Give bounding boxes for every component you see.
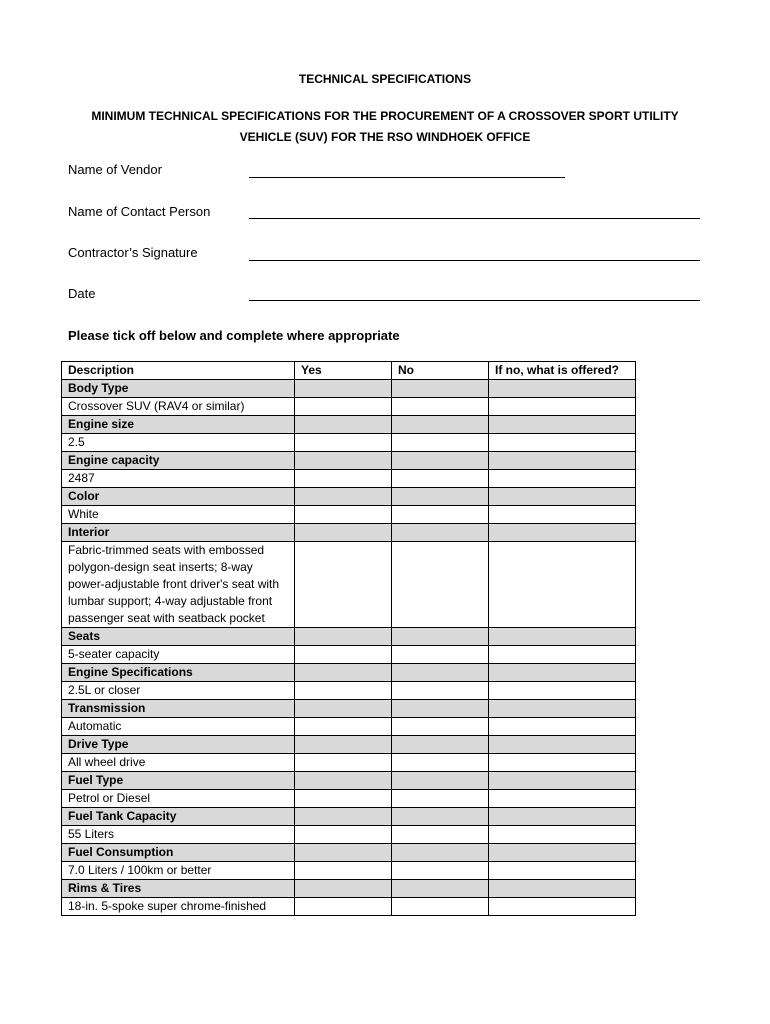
table-row	[62, 506, 636, 524]
table-section-row	[62, 700, 636, 718]
offered-cell	[489, 880, 636, 898]
yes-cell[interactable]	[295, 398, 392, 416]
yes-cell[interactable]	[295, 862, 392, 880]
offered-cell	[489, 700, 636, 718]
section-heading-cell: Interior	[62, 524, 295, 542]
table-section-row	[62, 380, 636, 398]
table-section-row	[62, 808, 636, 826]
table-row	[62, 682, 636, 700]
section-heading-cell: Transmission	[62, 700, 295, 718]
offered-cell[interactable]	[489, 434, 636, 452]
no-cell[interactable]	[392, 898, 489, 916]
no-cell	[392, 488, 489, 506]
section-heading-cell: Seats	[62, 628, 295, 646]
offered-cell[interactable]	[489, 754, 636, 772]
no-cell	[392, 524, 489, 542]
no-cell[interactable]	[392, 646, 489, 664]
yes-cell[interactable]	[295, 646, 392, 664]
description-cell: 18-in. 5-spoke super chrome-finished	[62, 898, 295, 916]
offered-cell	[489, 452, 636, 470]
no-cell	[392, 452, 489, 470]
header-offered: If no, what is offered?	[489, 362, 636, 380]
section-heading-cell: Fuel Consumption	[62, 844, 295, 862]
offered-cell[interactable]	[489, 646, 636, 664]
yes-cell	[295, 880, 392, 898]
offered-cell[interactable]	[489, 398, 636, 416]
table-row	[62, 862, 636, 880]
offered-cell	[489, 416, 636, 434]
no-cell	[392, 628, 489, 646]
offered-cell	[489, 628, 636, 646]
no-cell[interactable]	[392, 682, 489, 700]
yes-cell	[295, 844, 392, 862]
description-cell: 55 Liters	[62, 826, 295, 844]
date-line[interactable]	[249, 300, 700, 301]
document-subtitle	[60, 106, 710, 148]
section-heading-cell: Color	[62, 488, 295, 506]
no-cell[interactable]	[392, 542, 489, 628]
no-cell	[392, 736, 489, 754]
no-cell[interactable]	[392, 790, 489, 808]
yes-cell	[295, 772, 392, 790]
no-cell[interactable]	[392, 398, 489, 416]
description-cell: 7.0 Liters / 100km or better	[62, 862, 295, 880]
no-cell	[392, 880, 489, 898]
table-section-row	[62, 664, 636, 682]
offered-cell	[489, 808, 636, 826]
yes-cell	[295, 736, 392, 754]
table-section-row	[62, 416, 636, 434]
offered-cell[interactable]	[489, 542, 636, 628]
yes-cell[interactable]	[295, 682, 392, 700]
offered-cell[interactable]	[489, 826, 636, 844]
yes-cell	[295, 380, 392, 398]
instruction-text: Please tick off below and complete where appropriate	[68, 328, 400, 343]
yes-cell	[295, 524, 392, 542]
vendor-label: Name of Vendor	[68, 162, 162, 177]
description-cell: 2487	[62, 470, 295, 488]
header-yes: Yes	[295, 362, 392, 380]
table-section-row	[62, 772, 636, 790]
offered-cell	[489, 524, 636, 542]
yes-cell	[295, 488, 392, 506]
no-cell	[392, 664, 489, 682]
table-section-row	[62, 488, 636, 506]
table-section-row	[62, 880, 636, 898]
yes-cell	[295, 452, 392, 470]
table-header-row	[62, 362, 636, 380]
table-row	[62, 646, 636, 664]
contact-person-line[interactable]	[249, 218, 700, 219]
table-section-row	[62, 844, 636, 862]
no-cell[interactable]	[392, 754, 489, 772]
table-row	[62, 790, 636, 808]
description-cell: Crossover SUV (RAV4 or similar)	[62, 398, 295, 416]
no-cell[interactable]	[392, 470, 489, 488]
yes-cell	[295, 628, 392, 646]
document-title: TECHNICAL SPECIFICATIONS	[298, 72, 472, 86]
subtitle-line-2: VEHICLE (SUV) FOR THE RSO WINDHOEK OFFICE	[239, 130, 531, 144]
description-cell: Automatic	[62, 718, 295, 736]
offered-cell[interactable]	[489, 718, 636, 736]
header-description: Description	[62, 362, 295, 380]
yes-cell[interactable]	[295, 542, 392, 628]
section-heading-cell: Fuel Type	[62, 772, 295, 790]
subtitle-line-1: MINIMUM TECHNICAL SPECIFICATIONS FOR THE PROCUREMENT OF A CROSSOVER SPORT UTILITY	[91, 109, 679, 123]
no-cell[interactable]	[392, 434, 489, 452]
section-heading-cell: Drive Type	[62, 736, 295, 754]
yes-cell[interactable]	[295, 754, 392, 772]
no-cell	[392, 416, 489, 434]
yes-cell[interactable]	[295, 470, 392, 488]
section-heading-cell: Body Type	[62, 380, 295, 398]
description-cell: White	[62, 506, 295, 524]
offered-cell[interactable]	[489, 506, 636, 524]
section-heading-cell: Engine Specifications	[62, 664, 295, 682]
offered-cell	[489, 488, 636, 506]
offered-cell[interactable]	[489, 470, 636, 488]
yes-cell	[295, 416, 392, 434]
no-cell	[392, 700, 489, 718]
section-heading-cell: Rims & Tires	[62, 880, 295, 898]
table-section-row	[62, 452, 636, 470]
section-heading-cell: Engine size	[62, 416, 295, 434]
yes-cell	[295, 808, 392, 826]
date-label: Date	[68, 286, 96, 301]
table-row	[62, 826, 636, 844]
vendor-line[interactable]	[249, 177, 565, 178]
offered-cell	[489, 736, 636, 754]
table-row	[62, 398, 636, 416]
table-row	[62, 470, 636, 488]
description-cell: Fabric-trimmed seats with embossed polygon-design seat inserts; 8-way power-adjustable front driver's seat with lumbar support; 4-way adjustable front passenger seat with seatback pocket	[62, 542, 295, 628]
table-row	[62, 434, 636, 452]
yes-cell[interactable]	[295, 790, 392, 808]
yes-cell	[295, 700, 392, 718]
yes-cell[interactable]	[295, 718, 392, 736]
no-cell[interactable]	[392, 506, 489, 524]
yes-cell[interactable]	[295, 826, 392, 844]
table-row	[62, 718, 636, 736]
table-row	[62, 898, 636, 916]
yes-cell[interactable]	[295, 506, 392, 524]
offered-cell	[489, 380, 636, 398]
contact-person-label: Name of Contact Person	[68, 204, 211, 219]
section-heading-cell: Engine capacity	[62, 452, 295, 470]
table-section-row	[62, 628, 636, 646]
spec-table	[61, 361, 636, 916]
description-cell: 5-seater capacity	[62, 646, 295, 664]
description-cell: 2.5	[62, 434, 295, 452]
offered-cell[interactable]	[489, 682, 636, 700]
signature-line[interactable]	[249, 260, 700, 261]
no-cell[interactable]	[392, 826, 489, 844]
yes-cell[interactable]	[295, 898, 392, 916]
offered-cell	[489, 664, 636, 682]
description-cell: 2.5L or closer	[62, 682, 295, 700]
no-cell	[392, 808, 489, 826]
offered-cell	[489, 844, 636, 862]
spec-table-body	[62, 380, 636, 916]
no-cell	[392, 844, 489, 862]
table-section-row	[62, 524, 636, 542]
offered-cell[interactable]	[489, 898, 636, 916]
signature-label: Contractor’s Signature	[68, 245, 198, 260]
section-heading-cell: Fuel Tank Capacity	[62, 808, 295, 826]
offered-cell[interactable]	[489, 862, 636, 880]
no-cell[interactable]	[392, 718, 489, 736]
table-row	[62, 754, 636, 772]
table-section-row	[62, 736, 636, 754]
no-cell[interactable]	[392, 862, 489, 880]
no-cell	[392, 380, 489, 398]
yes-cell	[295, 664, 392, 682]
no-cell	[392, 772, 489, 790]
yes-cell[interactable]	[295, 434, 392, 452]
description-cell: Petrol or Diesel	[62, 790, 295, 808]
offered-cell[interactable]	[489, 790, 636, 808]
table-row	[62, 542, 636, 628]
offered-cell	[489, 772, 636, 790]
description-cell: All wheel drive	[62, 754, 295, 772]
header-no: No	[392, 362, 489, 380]
